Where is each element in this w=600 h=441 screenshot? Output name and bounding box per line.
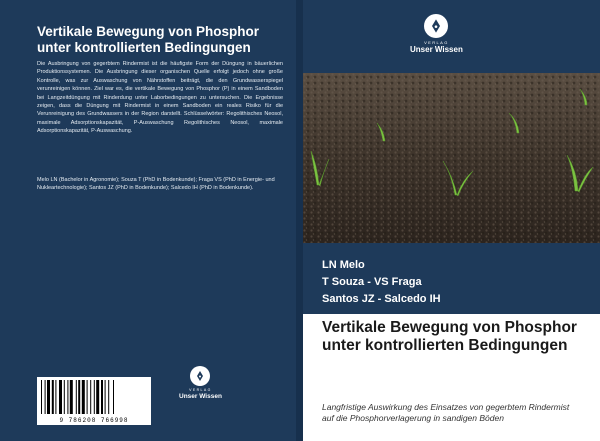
front-authors xyxy=(322,258,441,309)
isbn-barcode xyxy=(37,377,151,425)
author-bio: Melo LN (Bachelor in Agronomie); Souza T (PhD in Bodenkunde); Fraga VS (PhD in Energie- und Nukleartechnologie); Santos JZ (PhD in Bodenkunde); Salcedo IH (PhD in Bodenkunde). xyxy=(37,177,275,192)
pen-nib-icon xyxy=(424,14,448,38)
author-line: LN Melo xyxy=(322,259,365,271)
barcode-bars xyxy=(41,380,147,414)
publisher-small-text: VERLAG xyxy=(189,388,212,392)
front-subtitle: Langfristige Auswirkung des Einsatzes von gegerbtem Rindermist auf die Phosphorverlagerung in sandigen Böden xyxy=(322,402,570,423)
back-publisher-logo xyxy=(179,366,222,401)
barcode-number: 9 786208 766998 xyxy=(59,417,129,424)
back-cover xyxy=(0,0,296,441)
back-abstract: Die Ausbringung von gegerbtem Rindermist ist die häufigste Form der Düngung in bäuerlichen Produktionssystemen. Die Ausbringung dieser organischen Quelle erfolgt jedoch ohne große Kontrolle, was zur Auswaschung von Nährstoffen beiträgt, die den Grundwasserspiegel verunreinigen können. Ziel war es, die vertikale Bewegung von Phosphor (P) in einem Sandboden bei Langzeitdüngung mit Rinderdung unter Laborbedingungen zu untersuchen. Die Ergebnisse zeigen, dass die Düngung mit Rindermist in einem Sandboden ein reales Risiko für die Verunreinigung des Grundwassers in der Region darstellt. Schlüsselwörter: Regolithisches Neosol, maximale Adsorptionskapazität, P-Auswaschung Regolithisches Neosol, maximale Adsorptionskapazität, P-Auswaschung. xyxy=(37,61,283,135)
spine xyxy=(296,0,303,441)
front-publisher-logo xyxy=(410,14,463,55)
front-title: Vertikale Bewegung von Phosphor unter kontrollierten Bedingungen xyxy=(322,319,577,354)
publisher-name: Unser Wissen xyxy=(179,393,222,400)
author-line: T Souza - VS Fraga xyxy=(322,276,422,288)
pen-nib-icon xyxy=(190,366,210,386)
back-title: Vertikale Bewegung von Phosphor unter kontrollierten Bedingungen xyxy=(37,24,260,55)
publisher-small-text: VERLAG xyxy=(424,40,449,45)
publisher-name: Unser Wissen xyxy=(410,45,463,54)
soil-sprouts-image xyxy=(303,73,600,243)
author-line: Santos JZ - Salcedo IH xyxy=(322,293,441,305)
